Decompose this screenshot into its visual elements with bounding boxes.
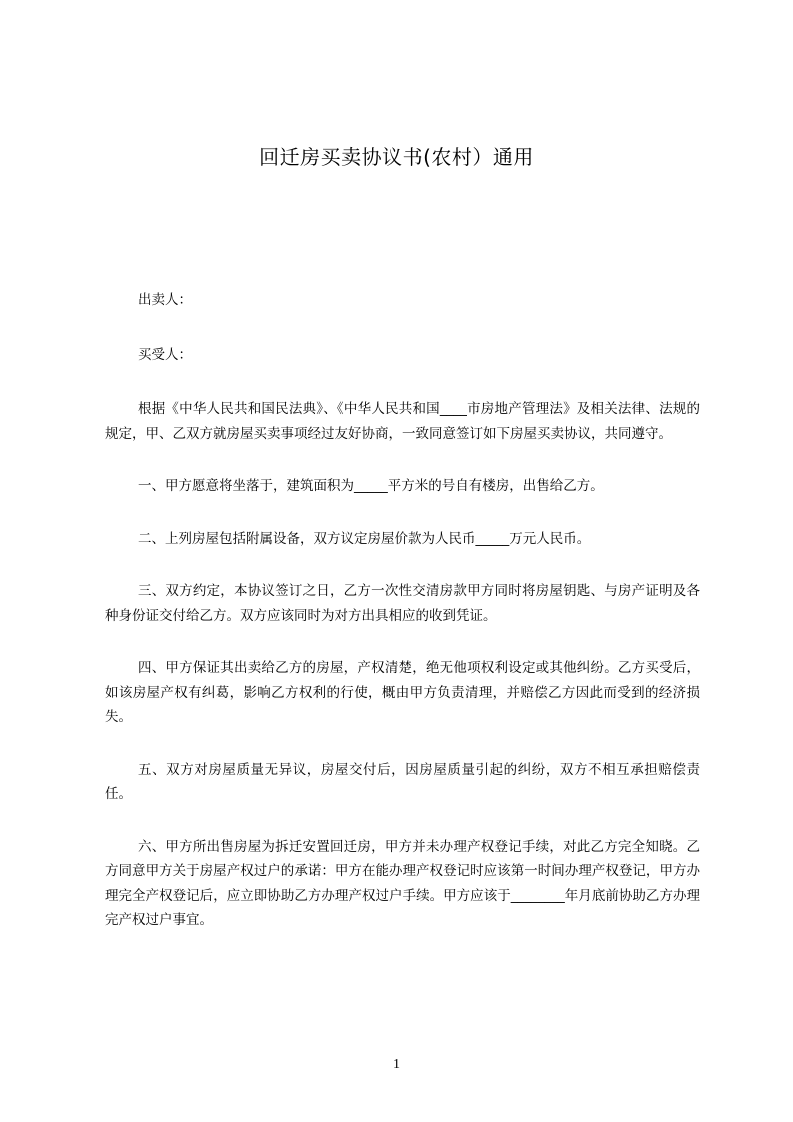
document-body bbox=[105, 288, 700, 961]
clause-3: 三、双方约定，本协议签订之日，乙方一次性交清房款甲方同时将房屋钥匙、与房产证明及各种身份证交付给乙方。双方应该同时为对方出具相应的收到凭证。 bbox=[105, 583, 700, 624]
seller-line: 出卖人： bbox=[138, 292, 192, 308]
clause-6: 六、甲方所出售房屋为拆迁安置回迁房，甲方并未办理产权登记手续，对此乙方完全知晓。乙方同意甲方关于房屋产权过户的承诺：甲方在能办理产权登记时应该第一时间办理产权登记，甲方办理完全产权登记后，应立即协助乙方办理产权过户手续。甲方应该于________年月底前协助乙方办理完产权过户事宜。 bbox=[105, 838, 700, 928]
page-number: 1 bbox=[393, 1057, 400, 1072]
clause-5: 五、双方对房屋质量无异议，房屋交付后，因房屋质量引起的纠纷，双方不相互承担赔偿责任。 bbox=[105, 761, 700, 802]
clause-2: 二、上列房屋包括附属设备，双方议定房屋价款为人民币_____万元人民币。 bbox=[138, 530, 591, 547]
intro-paragraph: 根据《中华人民共和国民法典》、《中华人民共和国____市房地产管理法》及相关法律、法规的规定，甲、乙双方就房屋买卖事项经过友好协商，一致同意签订如下房屋买卖协议，共同遵守。 bbox=[105, 401, 700, 442]
buyer-line: 买受人： bbox=[138, 346, 192, 363]
document-title: 回迁房买卖协议书(农村）通用 bbox=[259, 145, 534, 169]
clause-4: 四、甲方保证其出卖给乙方的房屋，产权清楚，绝无他项权利设定或其他纠纷。乙方买受后，如该房屋产权有纠葛，影响乙方权利的行使，概由甲方负责清理，并赔偿乙方因此而受到的经济损失。 bbox=[105, 660, 700, 725]
clause-1: 一、甲方愿意将坐落于，建筑面积为_____平方米的号自有楼房，出售给乙方。 bbox=[138, 478, 604, 494]
